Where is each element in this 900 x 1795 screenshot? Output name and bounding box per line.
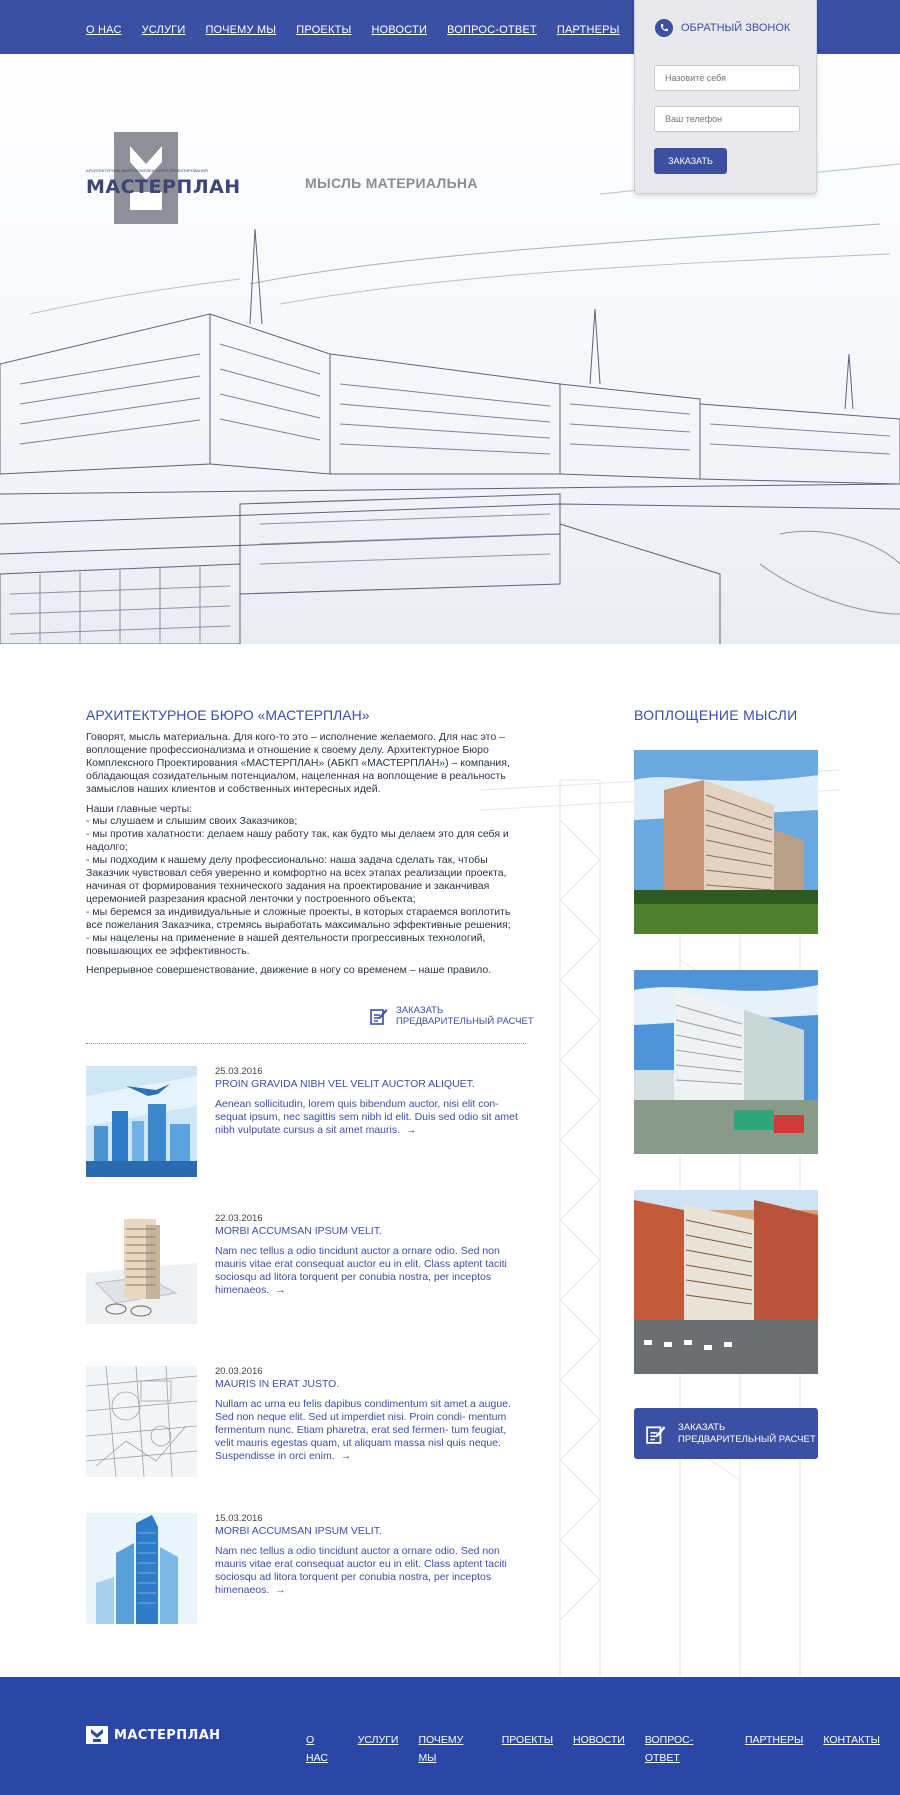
footer-menu	[306, 1730, 900, 1766]
menu-item-why-us	[205, 20, 276, 38]
callback-title	[655, 19, 790, 37]
news-title-link[interactable]: MORBI ACCUMSAN IPSUM VELIT.	[215, 1525, 382, 1537]
footer-logo[interactable]	[86, 1726, 220, 1744]
menu-link-faq[interactable]: ВОПРОС-ОТВЕТ	[447, 24, 537, 36]
news-thumbnail-city-plane[interactable]	[86, 1066, 197, 1177]
callback-title-text: ОБРАТНЫЙ ЗВОНОК	[681, 22, 791, 34]
news-title-link[interactable]: MAURIS IN ERAT JUSTO.	[215, 1378, 340, 1390]
menu-link-news[interactable]: НОВОСТИ	[371, 24, 428, 36]
edit-document-icon	[646, 1424, 666, 1444]
footer-menu-item-services	[358, 1730, 399, 1766]
news-date: 22.03.2016	[215, 1213, 263, 1224]
footer-menu-item-faq	[645, 1730, 725, 1766]
section-divider	[86, 1043, 526, 1044]
menu-link-partners[interactable]: ПАРТНЕРЫ	[556, 24, 620, 36]
menu-link-projects[interactable]: ПРОЕКТЫ	[296, 24, 352, 36]
news-excerpt	[215, 1098, 526, 1137]
project-image-complex-3[interactable]	[634, 1190, 818, 1374]
about-feature-line: Наши главные черты:	[86, 802, 193, 815]
about-text	[86, 731, 526, 984]
footer-menu-item-news	[573, 1730, 625, 1766]
project-image-tower-2[interactable]	[634, 970, 818, 1154]
about-feature-line: - мы против халатности: делаем нашу работу так, как будто мы делаем это для себя и надолго;	[86, 828, 509, 854]
news-thumbnail-building-blueprint[interactable]	[86, 1213, 197, 1324]
menu-item-partners	[557, 20, 620, 38]
news-title-link[interactable]: PROIN GRAVIDA NIBH VEL VELIT AUCTOR ALIQUET.	[215, 1078, 475, 1090]
logo-m-icon	[86, 1726, 108, 1744]
footer-menu-item-partners	[745, 1730, 803, 1766]
callback-name-input[interactable]	[654, 65, 800, 91]
news-title-link[interactable]: MORBI ACCUMSAN IPSUM VELIT.	[215, 1225, 382, 1237]
footer-link-news[interactable]: НОВОСТИ	[573, 1734, 625, 1746]
news-excerpt	[215, 1245, 526, 1297]
order-calculation-button-line1: ЗАКАЗАТЬ	[678, 1421, 726, 1433]
read-more-arrow-icon[interactable]: →	[340, 1450, 352, 1462]
read-more-arrow-icon[interactable]: →	[406, 1124, 417, 1136]
news-excerpt-text: Nullam ac urna eu felis dapibus condimentum sit amet a augue. Sed non neque elit. Sed ut imperdiet nisi. Proin condi- mentum fermentum nunc. Etiam pharetra, erat sed fermen- tum feugiat, velit mauris egestas quam, ut aliquam massa nisl quis neque. Suspendisse in orci enim.	[215, 1398, 511, 1462]
news-excerpt-text: Nam nec tellus a odio tincidunt auctor a ornare odio. Sed non mauris vitae erat consequat auctor eu in elit. Class aptent taciti sociosqu ad litora torquent per conubia nostra, per inceptos himenaeos.	[215, 1545, 507, 1596]
about-feature-line: - мы беремся за индивидуальные и сложные проекты, в которых стараемся воплотить все пожелания Заказчика, стремясь выработать максимально эффективные решения;	[86, 905, 511, 931]
about-title: АРХИТЕКТУРНОЕ БЮРО «МАСТЕРПЛАН»	[86, 707, 370, 723]
news-excerpt-text: Nam nec tellus a odio tincidunt auctor a ornare odio. Sed non mauris vitae erat consequat auctor eu in elit. Class aptent taciti sociosqu ad litora torquent per conubia nostra, per inceptos himenaeos.	[215, 1245, 507, 1296]
footer-link-services[interactable]: УСЛУГИ	[357, 1734, 399, 1746]
edit-document-icon	[370, 1007, 388, 1025]
footer-link-partners[interactable]: ПАРТНЕРЫ	[744, 1734, 804, 1746]
callback-form	[634, 0, 817, 194]
news-date: 25.03.2016	[215, 1066, 263, 1077]
about-feature-line: - мы нацелены на применение в нашей деятельности прогрессивных технологий, повышающих ее эффективность.	[86, 931, 486, 957]
footer-link-contacts[interactable]: КОНТАКТЫ	[823, 1734, 880, 1746]
menu-item-projects	[296, 20, 351, 38]
footer-logo-text: МАСТЕРПЛАН	[114, 1727, 221, 1743]
order-calculation-button-text	[678, 1422, 816, 1446]
read-more-arrow-icon[interactable]: →	[275, 1284, 286, 1296]
menu-item-about	[86, 20, 122, 38]
footer-link-projects[interactable]: ПРОЕКТЫ	[501, 1734, 554, 1746]
news-date: 15.03.2016	[215, 1513, 263, 1524]
footer-menu-item-contacts	[823, 1730, 880, 1766]
news-item	[86, 1213, 526, 1333]
news-thumbnail-site-plan[interactable]	[86, 1366, 197, 1477]
news-item	[86, 1066, 526, 1186]
footer	[0, 1677, 900, 1795]
project-image-tower-1[interactable]	[634, 750, 818, 934]
about-feature-line: - мы слушаем и слышим своих Заказчиков;	[86, 815, 298, 828]
logo-text: МАСТЕРПЛАН	[86, 176, 241, 198]
callback-phone-input[interactable]	[654, 106, 800, 132]
menu-link-services[interactable]: УСЛУГИ	[141, 24, 186, 36]
menu-item-news	[371, 20, 427, 38]
order-calculation-button[interactable]	[634, 1408, 818, 1459]
hero-slogan: МЫСЛЬ МАТЕРИАЛЬНА	[305, 175, 478, 191]
logo-subtext: АРХИТЕКТУРНОЕ БЮРО КОМПЛЕКСНОГО ПРОЕКТИРОВАНИЯ	[86, 168, 208, 173]
about-paragraph-motto: Непрерывное совершенствование, движение в ногу со временем – наше правило.	[86, 964, 492, 977]
about-features	[86, 803, 526, 958]
order-calculation-line1: ЗАКАЗАТЬ	[396, 1005, 444, 1016]
news-excerpt-text: Aenean sollicitudin, lorem quis bibendum auctor, nisi elit con- sequat ipsum, nec sagittis sem nibh id elit. Duis sed odio sit amet nibh vulputate cursus a sit amet mauris.	[215, 1098, 518, 1136]
footer-link-about[interactable]: О НАС	[306, 1734, 328, 1764]
callback-submit-button[interactable]: ЗАКАЗАТЬ	[654, 148, 727, 174]
footer-menu-item-projects	[502, 1730, 553, 1766]
footer-link-faq[interactable]: ВОПРОС-ОТВЕТ	[644, 1734, 694, 1764]
footer-menu-item-why-us	[418, 1730, 481, 1766]
order-calculation-line2: ПРЕДВАРИТЕЛЬНЫЙ РАСЧЕТ	[396, 1016, 534, 1027]
menu-item-services	[142, 20, 186, 38]
news-excerpt	[215, 1398, 526, 1463]
phone-icon	[655, 19, 673, 37]
news-excerpt	[215, 1545, 526, 1597]
news-item	[86, 1366, 526, 1496]
about-paragraph-intro: Говорят, мысль материальна. Для кого-то это – исполнение желаемого. Для нас это – воплощение профессионализма и отношение к своему делу. Архитектурное Бюро Комплексного Проектирования «МАСТЕРПЛАН» (АБКП «МАСТЕРПЛАН») – компания, обладающая созидательным потенциалом, нацеленная на воплощение в реальность замыслов наших клиентов и собственных интересных идей.	[86, 731, 510, 795]
main-menu	[86, 20, 721, 38]
about-feature-line: - мы подходим к нашему делу профессионально: наша задача сделать так, чтобы Заказчик чувствовал себя уверенно и комфортно на всех этапах реализации проекта, начиная от формирования технического задания на проектирование и заканчивая церемонией разрезания красной ленточки у построенного объекта;	[86, 854, 507, 905]
sidebar-title: ВОПЛОЩЕНИЕ МЫСЛИ	[634, 707, 798, 723]
read-more-arrow-icon[interactable]: →	[275, 1584, 286, 1596]
order-calculation-button-line2: ПРЕДВАРИТЕЛЬНЫЙ РАСЧЕТ	[678, 1433, 816, 1445]
footer-link-why-us[interactable]: ПОЧЕМУ МЫ	[418, 1734, 464, 1764]
footer-menu-item-about	[306, 1730, 338, 1766]
order-calculation-text	[396, 1005, 534, 1027]
menu-link-why-us[interactable]: ПОЧЕМУ МЫ	[205, 24, 277, 36]
menu-item-faq	[447, 20, 537, 38]
menu-link-about[interactable]: О НАС	[86, 24, 122, 36]
news-thumbnail-skyscrapers[interactable]	[86, 1513, 197, 1624]
news-date: 20.03.2016	[215, 1366, 263, 1377]
news-item	[86, 1513, 526, 1633]
order-calculation-link[interactable]	[370, 1005, 534, 1027]
